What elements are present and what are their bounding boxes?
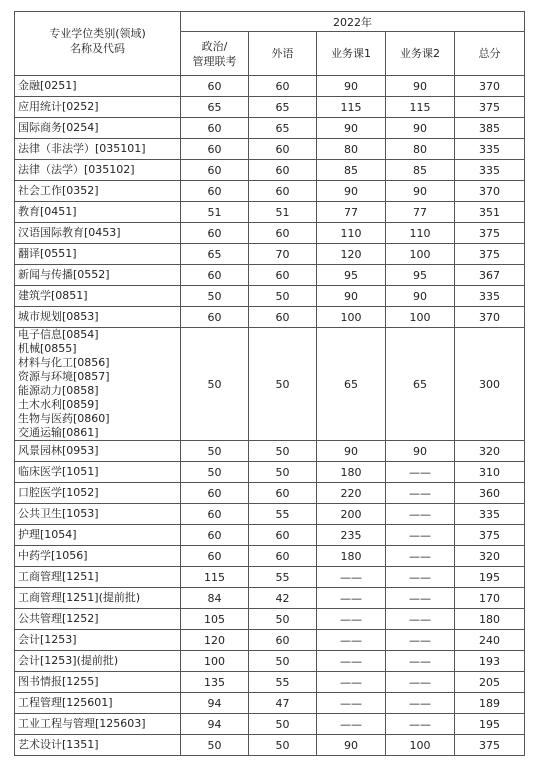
course1-score: 180 bbox=[317, 462, 386, 483]
major-name: 工商管理[1251](提前批) bbox=[18, 591, 141, 604]
course2-score: 95 bbox=[386, 265, 455, 286]
total-score: 367 bbox=[455, 265, 525, 286]
politics-score: 60 bbox=[181, 118, 249, 139]
politics-score: 135 bbox=[181, 672, 249, 693]
header-year: 2022年 bbox=[181, 12, 525, 32]
total-score: 370 bbox=[455, 307, 525, 328]
course2-score: —— bbox=[386, 483, 455, 504]
major-name-cell bbox=[15, 76, 181, 97]
major-name: 资源与环境[0857] bbox=[18, 370, 110, 383]
major-name: 城市规划[0853] bbox=[18, 310, 99, 323]
politics-score: 65 bbox=[181, 97, 249, 118]
total-score: 375 bbox=[455, 223, 525, 244]
total-score: 375 bbox=[455, 97, 525, 118]
course2-score: 90 bbox=[386, 76, 455, 97]
foreign-score: 70 bbox=[249, 244, 317, 265]
table-row bbox=[15, 735, 525, 756]
major-name: 临床医学[1051] bbox=[18, 465, 99, 478]
total-score: 240 bbox=[455, 630, 525, 651]
table-row bbox=[15, 714, 525, 735]
politics-score: 60 bbox=[181, 307, 249, 328]
table-row bbox=[15, 462, 525, 483]
major-name-cell bbox=[15, 202, 181, 223]
total-score: 375 bbox=[455, 244, 525, 265]
foreign-score: 51 bbox=[249, 202, 317, 223]
course1-score: 65 bbox=[317, 328, 386, 441]
major-name-cell bbox=[15, 630, 181, 651]
politics-score: 60 bbox=[181, 160, 249, 181]
table-row bbox=[15, 160, 525, 181]
course2-score: —— bbox=[386, 567, 455, 588]
major-name: 工商管理[1251] bbox=[18, 570, 99, 583]
foreign-score: 55 bbox=[249, 672, 317, 693]
course2-score: 100 bbox=[386, 735, 455, 756]
major-name-cell bbox=[15, 651, 181, 672]
course1-score: 77 bbox=[317, 202, 386, 223]
major-name: 中药学[1056] bbox=[18, 549, 88, 562]
major-name: 会计[1253] bbox=[18, 633, 77, 646]
course1-score: —— bbox=[317, 693, 386, 714]
table-body bbox=[15, 76, 525, 756]
major-name: 公共管理[1252] bbox=[18, 612, 99, 625]
politics-score: 94 bbox=[181, 693, 249, 714]
header-course1: 业务课1 bbox=[317, 32, 386, 76]
header-major-line2: 名称及代码 bbox=[70, 42, 125, 55]
major-name-cell bbox=[15, 567, 181, 588]
major-name-cell bbox=[15, 714, 181, 735]
major-name: 艺术设计[1351] bbox=[18, 738, 99, 751]
foreign-score: 50 bbox=[249, 462, 317, 483]
total-score: 370 bbox=[455, 76, 525, 97]
course2-score: 80 bbox=[386, 139, 455, 160]
major-name: 新闻与传播[0552] bbox=[18, 268, 110, 281]
header-major-line1: 专业学位类别(领域) bbox=[49, 27, 146, 40]
foreign-score: 60 bbox=[249, 546, 317, 567]
course1-score: 90 bbox=[317, 76, 386, 97]
header-major-name bbox=[15, 12, 181, 76]
course2-score: —— bbox=[386, 630, 455, 651]
course2-score: —— bbox=[386, 651, 455, 672]
total-score: 193 bbox=[455, 651, 525, 672]
course1-score: —— bbox=[317, 609, 386, 630]
course1-score: —— bbox=[317, 672, 386, 693]
foreign-score: 60 bbox=[249, 525, 317, 546]
major-name-cell bbox=[15, 546, 181, 567]
table-row bbox=[15, 76, 525, 97]
table-row bbox=[15, 181, 525, 202]
header-row-top bbox=[15, 12, 525, 32]
foreign-score: 65 bbox=[249, 118, 317, 139]
politics-score: 60 bbox=[181, 223, 249, 244]
politics-score: 50 bbox=[181, 735, 249, 756]
course2-score: 90 bbox=[386, 441, 455, 462]
header-politics bbox=[181, 32, 249, 76]
major-name: 公共卫生[1053] bbox=[18, 507, 99, 520]
major-name: 汉语国际教育[0453] bbox=[18, 226, 121, 239]
table-row bbox=[15, 244, 525, 265]
table-row bbox=[15, 546, 525, 567]
major-name-cell bbox=[15, 139, 181, 160]
score-line-table bbox=[14, 11, 525, 756]
foreign-score: 50 bbox=[249, 714, 317, 735]
course1-score: —— bbox=[317, 714, 386, 735]
total-score: 195 bbox=[455, 714, 525, 735]
foreign-score: 60 bbox=[249, 160, 317, 181]
major-name-cell bbox=[15, 462, 181, 483]
table-row bbox=[15, 525, 525, 546]
total-score: 170 bbox=[455, 588, 525, 609]
foreign-score: 50 bbox=[249, 735, 317, 756]
politics-score: 120 bbox=[181, 630, 249, 651]
table-row bbox=[15, 588, 525, 609]
table-row bbox=[15, 630, 525, 651]
table-row bbox=[15, 118, 525, 139]
major-name-cell bbox=[15, 97, 181, 118]
major-name: 材料与化工[0856] bbox=[18, 356, 110, 369]
major-name-cell bbox=[15, 160, 181, 181]
politics-score: 100 bbox=[181, 651, 249, 672]
header-politics-line1: 政治/ bbox=[201, 39, 228, 53]
politics-score: 60 bbox=[181, 546, 249, 567]
table-row bbox=[15, 609, 525, 630]
course1-score: 80 bbox=[317, 139, 386, 160]
course1-score: 90 bbox=[317, 181, 386, 202]
total-score: 335 bbox=[455, 504, 525, 525]
politics-score: 60 bbox=[181, 76, 249, 97]
total-score: 310 bbox=[455, 462, 525, 483]
table-row bbox=[15, 307, 525, 328]
major-name: 会计[1253](提前批) bbox=[18, 654, 119, 667]
header-course2: 业务课2 bbox=[386, 32, 455, 76]
major-name-cell bbox=[15, 244, 181, 265]
foreign-score: 60 bbox=[249, 139, 317, 160]
table-row bbox=[15, 441, 525, 462]
course2-score: 100 bbox=[386, 307, 455, 328]
foreign-score: 65 bbox=[249, 97, 317, 118]
foreign-score: 55 bbox=[249, 504, 317, 525]
major-name: 翻译[0551] bbox=[18, 247, 77, 260]
header-foreign-language: 外语 bbox=[249, 32, 317, 76]
course1-score: 180 bbox=[317, 546, 386, 567]
course1-score: —— bbox=[317, 651, 386, 672]
major-name: 能源动力[0858] bbox=[18, 384, 99, 397]
course2-score: —— bbox=[386, 462, 455, 483]
foreign-score: 60 bbox=[249, 223, 317, 244]
politics-score: 65 bbox=[181, 244, 249, 265]
politics-score: 105 bbox=[181, 609, 249, 630]
table-row bbox=[15, 693, 525, 714]
major-name-cell bbox=[15, 693, 181, 714]
course1-score: 120 bbox=[317, 244, 386, 265]
foreign-score: 47 bbox=[249, 693, 317, 714]
major-name: 社会工作[0352] bbox=[18, 184, 99, 197]
politics-score: 94 bbox=[181, 714, 249, 735]
foreign-score: 55 bbox=[249, 567, 317, 588]
major-name-cell bbox=[15, 504, 181, 525]
major-name: 法律（非法学）[035101] bbox=[18, 142, 146, 155]
course2-score: 90 bbox=[386, 118, 455, 139]
header-politics-line2: 管理联考 bbox=[192, 54, 237, 68]
total-score: 320 bbox=[455, 546, 525, 567]
total-score: 335 bbox=[455, 139, 525, 160]
major-name: 金融[0251] bbox=[18, 79, 77, 92]
total-score: 195 bbox=[455, 567, 525, 588]
foreign-score: 42 bbox=[249, 588, 317, 609]
course2-score: —— bbox=[386, 504, 455, 525]
course2-score: 77 bbox=[386, 202, 455, 223]
course2-score: 90 bbox=[386, 181, 455, 202]
course2-score: 85 bbox=[386, 160, 455, 181]
total-score: 189 bbox=[455, 693, 525, 714]
politics-score: 60 bbox=[181, 181, 249, 202]
table-row bbox=[15, 139, 525, 160]
table-row bbox=[15, 672, 525, 693]
course1-score: 90 bbox=[317, 735, 386, 756]
major-name: 生物与医药[0860] bbox=[18, 412, 110, 425]
major-name-cell bbox=[15, 307, 181, 328]
course1-score: 200 bbox=[317, 504, 386, 525]
major-name: 电子信息[0854] bbox=[18, 328, 99, 341]
course2-score: 100 bbox=[386, 244, 455, 265]
total-score: 360 bbox=[455, 483, 525, 504]
foreign-score: 60 bbox=[249, 483, 317, 504]
course1-score: 90 bbox=[317, 118, 386, 139]
major-name: 国际商务[0254] bbox=[18, 121, 99, 134]
politics-score: 60 bbox=[181, 525, 249, 546]
course1-score: 115 bbox=[317, 97, 386, 118]
politics-score: 51 bbox=[181, 202, 249, 223]
table-row bbox=[15, 328, 525, 441]
major-name-cell bbox=[15, 328, 181, 441]
course1-score: —— bbox=[317, 588, 386, 609]
course1-score: 95 bbox=[317, 265, 386, 286]
foreign-score: 50 bbox=[249, 651, 317, 672]
major-name: 法律（法学）[035102] bbox=[18, 163, 135, 176]
politics-score: 50 bbox=[181, 286, 249, 307]
total-score: 180 bbox=[455, 609, 525, 630]
foreign-score: 50 bbox=[249, 286, 317, 307]
total-score: 320 bbox=[455, 441, 525, 462]
total-score: 351 bbox=[455, 202, 525, 223]
course1-score: 100 bbox=[317, 307, 386, 328]
major-name: 护理[1054] bbox=[18, 528, 77, 541]
course2-score: 115 bbox=[386, 97, 455, 118]
course1-score: 90 bbox=[317, 441, 386, 462]
total-score: 335 bbox=[455, 160, 525, 181]
total-score: 205 bbox=[455, 672, 525, 693]
major-name-cell bbox=[15, 588, 181, 609]
course2-score: 65 bbox=[386, 328, 455, 441]
course2-score: 110 bbox=[386, 223, 455, 244]
major-name: 土木水利[0859] bbox=[18, 398, 99, 411]
major-name: 图书情报[1255] bbox=[18, 675, 99, 688]
course1-score: —— bbox=[317, 567, 386, 588]
major-name-cell bbox=[15, 118, 181, 139]
course2-score: —— bbox=[386, 588, 455, 609]
course2-score: —— bbox=[386, 525, 455, 546]
course1-score: 90 bbox=[317, 286, 386, 307]
politics-score: 115 bbox=[181, 567, 249, 588]
politics-score: 60 bbox=[181, 139, 249, 160]
foreign-score: 60 bbox=[249, 307, 317, 328]
politics-score: 50 bbox=[181, 328, 249, 441]
foreign-score: 60 bbox=[249, 265, 317, 286]
politics-score: 60 bbox=[181, 265, 249, 286]
major-name: 建筑学[0851] bbox=[18, 289, 88, 302]
course1-score: 85 bbox=[317, 160, 386, 181]
course2-score: —— bbox=[386, 714, 455, 735]
course2-score: —— bbox=[386, 546, 455, 567]
politics-score: 60 bbox=[181, 483, 249, 504]
major-name-cell bbox=[15, 735, 181, 756]
table-row bbox=[15, 265, 525, 286]
politics-score: 60 bbox=[181, 504, 249, 525]
total-score: 375 bbox=[455, 735, 525, 756]
course2-score: —— bbox=[386, 693, 455, 714]
course1-score: 220 bbox=[317, 483, 386, 504]
major-name: 机械[0855] bbox=[18, 342, 77, 355]
table-row bbox=[15, 202, 525, 223]
foreign-score: 60 bbox=[249, 76, 317, 97]
course2-score: 90 bbox=[386, 286, 455, 307]
table-row bbox=[15, 651, 525, 672]
total-score: 370 bbox=[455, 181, 525, 202]
total-score: 375 bbox=[455, 525, 525, 546]
foreign-score: 60 bbox=[249, 630, 317, 651]
major-name-cell bbox=[15, 181, 181, 202]
total-score: 335 bbox=[455, 286, 525, 307]
major-name-cell bbox=[15, 672, 181, 693]
table-row bbox=[15, 483, 525, 504]
major-name: 应用统计[0252] bbox=[18, 100, 99, 113]
foreign-score: 50 bbox=[249, 441, 317, 462]
major-name: 工业工程与管理[125603] bbox=[18, 717, 146, 730]
course2-score: —— bbox=[386, 672, 455, 693]
table-row bbox=[15, 223, 525, 244]
foreign-score: 60 bbox=[249, 181, 317, 202]
total-score: 385 bbox=[455, 118, 525, 139]
major-name: 教育[0451] bbox=[18, 205, 77, 218]
major-name-cell bbox=[15, 286, 181, 307]
total-score: 300 bbox=[455, 328, 525, 441]
politics-score: 50 bbox=[181, 441, 249, 462]
table-row bbox=[15, 286, 525, 307]
major-name: 风景园林[0953] bbox=[18, 444, 99, 457]
major-name-cell bbox=[15, 609, 181, 630]
table-row bbox=[15, 567, 525, 588]
major-name-cell bbox=[15, 525, 181, 546]
politics-score: 50 bbox=[181, 462, 249, 483]
major-name: 工程管理[125601] bbox=[18, 696, 113, 709]
header-total: 总分 bbox=[455, 32, 525, 76]
major-name-cell bbox=[15, 265, 181, 286]
foreign-score: 50 bbox=[249, 328, 317, 441]
major-name-cell bbox=[15, 441, 181, 462]
major-name-cell bbox=[15, 223, 181, 244]
major-name: 交通运输[0861] bbox=[18, 426, 99, 439]
course2-score: —— bbox=[386, 609, 455, 630]
table-row bbox=[15, 97, 525, 118]
course1-score: 235 bbox=[317, 525, 386, 546]
table-row bbox=[15, 504, 525, 525]
politics-score: 84 bbox=[181, 588, 249, 609]
major-name-cell bbox=[15, 483, 181, 504]
course1-score: 110 bbox=[317, 223, 386, 244]
course1-score: —— bbox=[317, 630, 386, 651]
foreign-score: 50 bbox=[249, 609, 317, 630]
major-name: 口腔医学[1052] bbox=[18, 486, 99, 499]
